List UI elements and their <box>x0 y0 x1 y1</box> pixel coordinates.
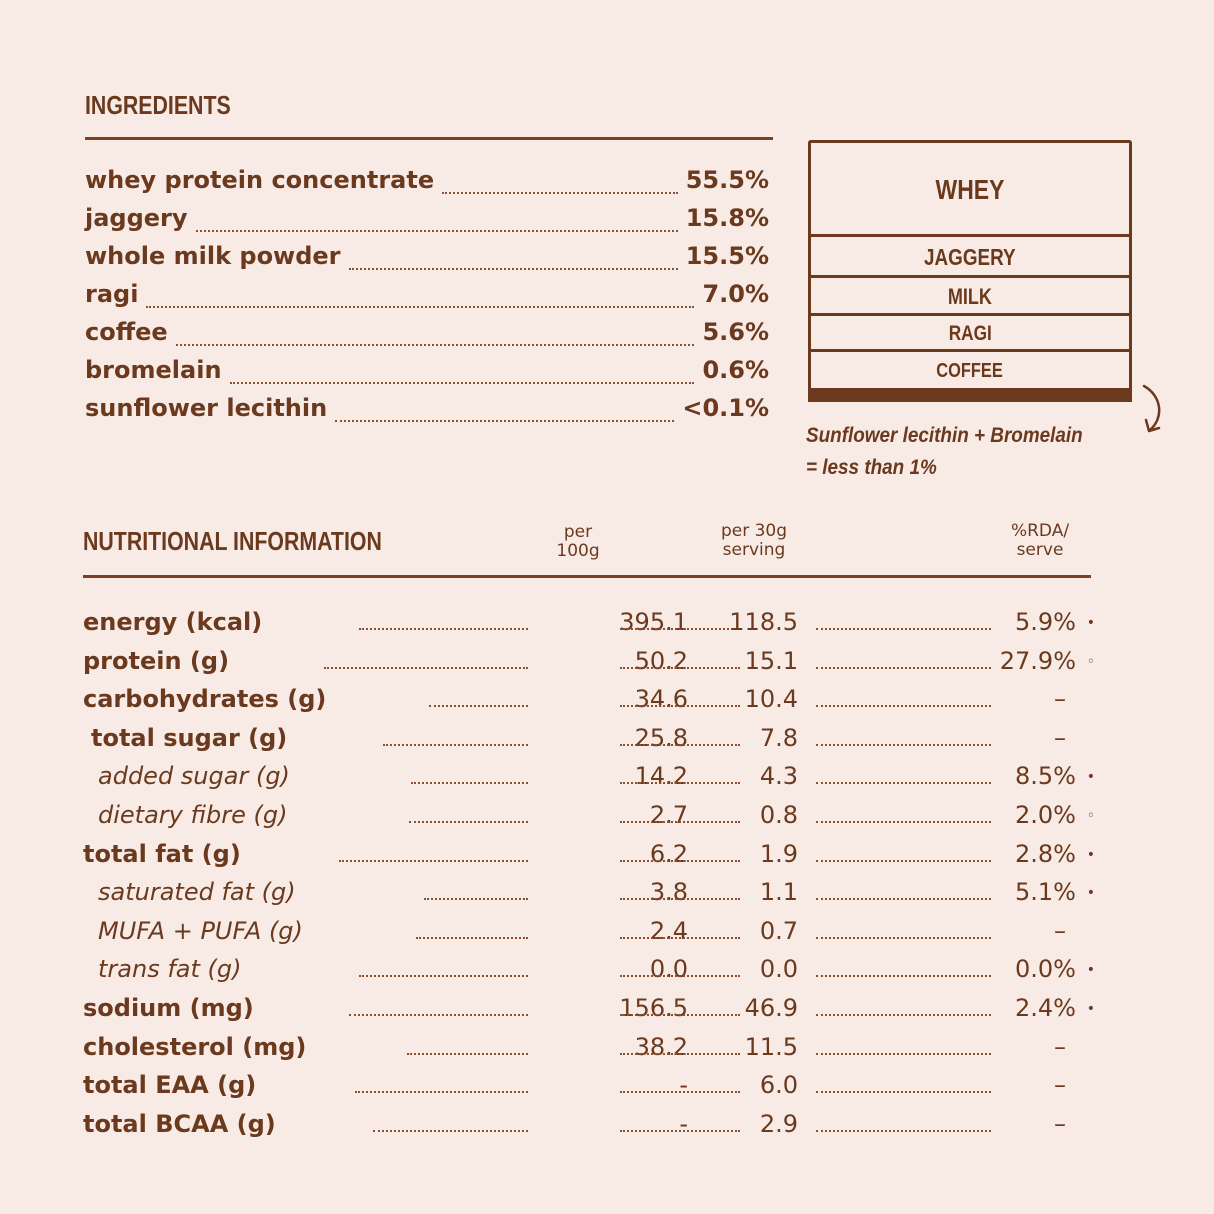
nutrition-row <box>83 913 1103 951</box>
value-per-serving: 0.7 <box>759 916 798 945</box>
value-rda: – <box>1054 1109 1066 1138</box>
stack-layer-jaggery: JAGGERY <box>808 234 1132 277</box>
nutrition-row <box>83 836 1103 874</box>
nutrient-label: added sugar (g) <box>98 762 290 791</box>
nutrient-label: total EAA (g) <box>83 1071 257 1100</box>
nutrient-label: protein (g) <box>83 646 230 675</box>
curved-arrow-icon <box>1138 382 1168 438</box>
value-per-serving: 1.9 <box>759 839 798 868</box>
value-rda: 27.9% <box>999 646 1076 675</box>
ingredient-stack-diagram <box>808 140 1130 402</box>
value-per-serving: 4.3 <box>759 762 798 791</box>
value-per-serving: 2.9 <box>759 1109 798 1138</box>
nutrition-row <box>83 990 1103 1028</box>
nutrient-label: carbohydrates (g) <box>83 685 327 714</box>
ingredient-percent: 7.0% <box>702 280 769 308</box>
stack-layer-coffee: COFFEE <box>808 349 1132 393</box>
value-per-100g: 0.0 <box>649 955 688 984</box>
value-per-100g: 34.6 <box>634 685 688 714</box>
nutrition-row <box>83 720 1103 758</box>
stack-layer-milk: MILK <box>808 275 1132 315</box>
nutrition-row <box>83 1029 1103 1067</box>
value-per-100g: 156.5 <box>619 994 688 1022</box>
rda-marker-icon: • <box>1086 769 1095 786</box>
column-header-per-100g: per 100g <box>556 522 600 561</box>
ingredient-percent: 55.5% <box>685 166 769 194</box>
nutrition-row <box>83 1106 1103 1144</box>
nutrient-label: total fat (g) <box>83 839 241 868</box>
ingredient-row <box>85 356 769 394</box>
value-rda: 2.8% <box>1015 839 1076 868</box>
ingredient-row <box>85 280 769 318</box>
ingredient-row <box>85 394 769 432</box>
ingredient-row <box>85 166 769 204</box>
value-per-serving: 46.9 <box>744 994 798 1022</box>
value-per-100g: 6.2 <box>649 839 688 868</box>
ingredient-name: whole milk powder <box>85 242 341 270</box>
nutrient-label: MUFA + PUFA (g) <box>98 916 303 945</box>
nutrition-row <box>83 951 1103 989</box>
rda-marker-icon: ◦ <box>1086 808 1095 824</box>
nutrition-row <box>83 1067 1103 1105</box>
ingredient-name: coffee <box>85 318 168 346</box>
stack-layer-whey: WHEY <box>808 140 1132 236</box>
value-rda: – <box>1054 916 1066 945</box>
value-per-serving: 6.0 <box>759 1071 798 1100</box>
value-rda: – <box>1054 685 1066 714</box>
value-per-serving: 7.8 <box>759 723 798 752</box>
ingredient-percent: 0.6% <box>702 356 769 384</box>
rda-marker-icon: • <box>1086 615 1095 631</box>
nutrition-row <box>83 681 1103 719</box>
ingredients-rule <box>85 137 773 140</box>
nutrient-label: energy (kcal) <box>83 608 263 636</box>
nutrient-label: total sugar (g) <box>91 723 288 752</box>
column-header-rda: %RDA/ serve <box>1010 521 1070 560</box>
value-per-100g: 14.2 <box>634 762 688 791</box>
nutrient-label: dietary fibre (g) <box>98 801 288 829</box>
value-per-100g: 2.4 <box>649 916 688 945</box>
ingredient-name: sunflower lecithin <box>85 394 328 422</box>
value-per-serving: 11.5 <box>744 1032 798 1061</box>
value-per-serving: 0.0 <box>759 955 798 984</box>
ingredient-name: bromelain <box>85 356 222 384</box>
value-per-100g: - <box>679 1109 688 1138</box>
nutrient-label: cholesterol (mg) <box>83 1032 307 1061</box>
value-rda: 0.0% <box>1015 955 1076 984</box>
rda-marker-icon: • <box>1086 1001 1095 1017</box>
stack-note-line1: Sunflower lecithin + Bromelain <box>806 424 1083 447</box>
value-rda: 2.0% <box>1015 801 1076 829</box>
value-per-serving: 10.4 <box>744 685 798 714</box>
value-per-100g: 50.2 <box>634 646 688 675</box>
nutrition-row <box>83 874 1103 912</box>
value-per-serving: 118.5 <box>729 608 798 636</box>
value-per-serving: 1.1 <box>759 878 798 907</box>
ingredient-percent: <0.1% <box>682 394 769 422</box>
value-rda: – <box>1054 723 1066 752</box>
nutrition-row <box>83 797 1103 835</box>
stack-layer-ragi: RAGI <box>808 313 1132 351</box>
nutrition-row <box>83 758 1103 796</box>
value-per-100g: 25.8 <box>634 723 688 752</box>
nutrition-row <box>83 604 1103 642</box>
value-rda: 2.4% <box>1015 994 1076 1022</box>
nutrient-label: sodium (mg) <box>83 994 254 1022</box>
value-rda: – <box>1054 1071 1066 1100</box>
ingredient-percent: 5.6% <box>702 318 769 346</box>
value-per-serving: 15.1 <box>744 646 798 675</box>
value-per-100g: 38.2 <box>634 1032 688 1061</box>
ingredients-title: INGREDIENTS <box>85 90 231 120</box>
nutrition-row <box>83 643 1103 681</box>
stack-base <box>808 388 1132 402</box>
ingredient-name: ragi <box>85 280 139 308</box>
rda-marker-icon: • <box>1086 962 1095 979</box>
value-per-serving: 0.8 <box>759 801 798 829</box>
rda-marker-icon: • <box>1086 846 1095 863</box>
rda-marker-icon: • <box>1086 885 1095 902</box>
rda-marker-icon: ◦ <box>1086 653 1095 670</box>
column-header-per-serving: per 30g serving <box>720 521 788 560</box>
ingredient-name: jaggery <box>85 204 188 232</box>
ingredient-percent: 15.8% <box>685 204 769 232</box>
nutrition-title: NUTRITIONAL INFORMATION <box>83 526 382 556</box>
value-per-100g: 2.7 <box>649 801 688 829</box>
stack-note-line2: = less than 1% <box>806 456 937 479</box>
value-per-100g: 3.8 <box>649 878 688 907</box>
value-rda: 8.5% <box>1015 762 1076 791</box>
nutrient-label: trans fat (g) <box>98 955 242 984</box>
nutrition-rule <box>83 575 1091 578</box>
value-rda: 5.1% <box>1015 878 1076 907</box>
ingredient-name: whey protein concentrate <box>85 166 435 194</box>
nutrient-label: total BCAA (g) <box>83 1109 276 1138</box>
ingredient-row <box>85 242 769 280</box>
nutrient-label: saturated fat (g) <box>98 878 296 907</box>
value-rda: – <box>1054 1032 1066 1061</box>
value-per-100g: 395.1 <box>619 608 688 636</box>
ingredient-row <box>85 204 769 242</box>
ingredient-percent: 15.5% <box>685 242 769 270</box>
value-per-100g: - <box>679 1071 688 1100</box>
value-rda: 5.9% <box>1015 608 1076 636</box>
ingredient-row <box>85 318 769 356</box>
